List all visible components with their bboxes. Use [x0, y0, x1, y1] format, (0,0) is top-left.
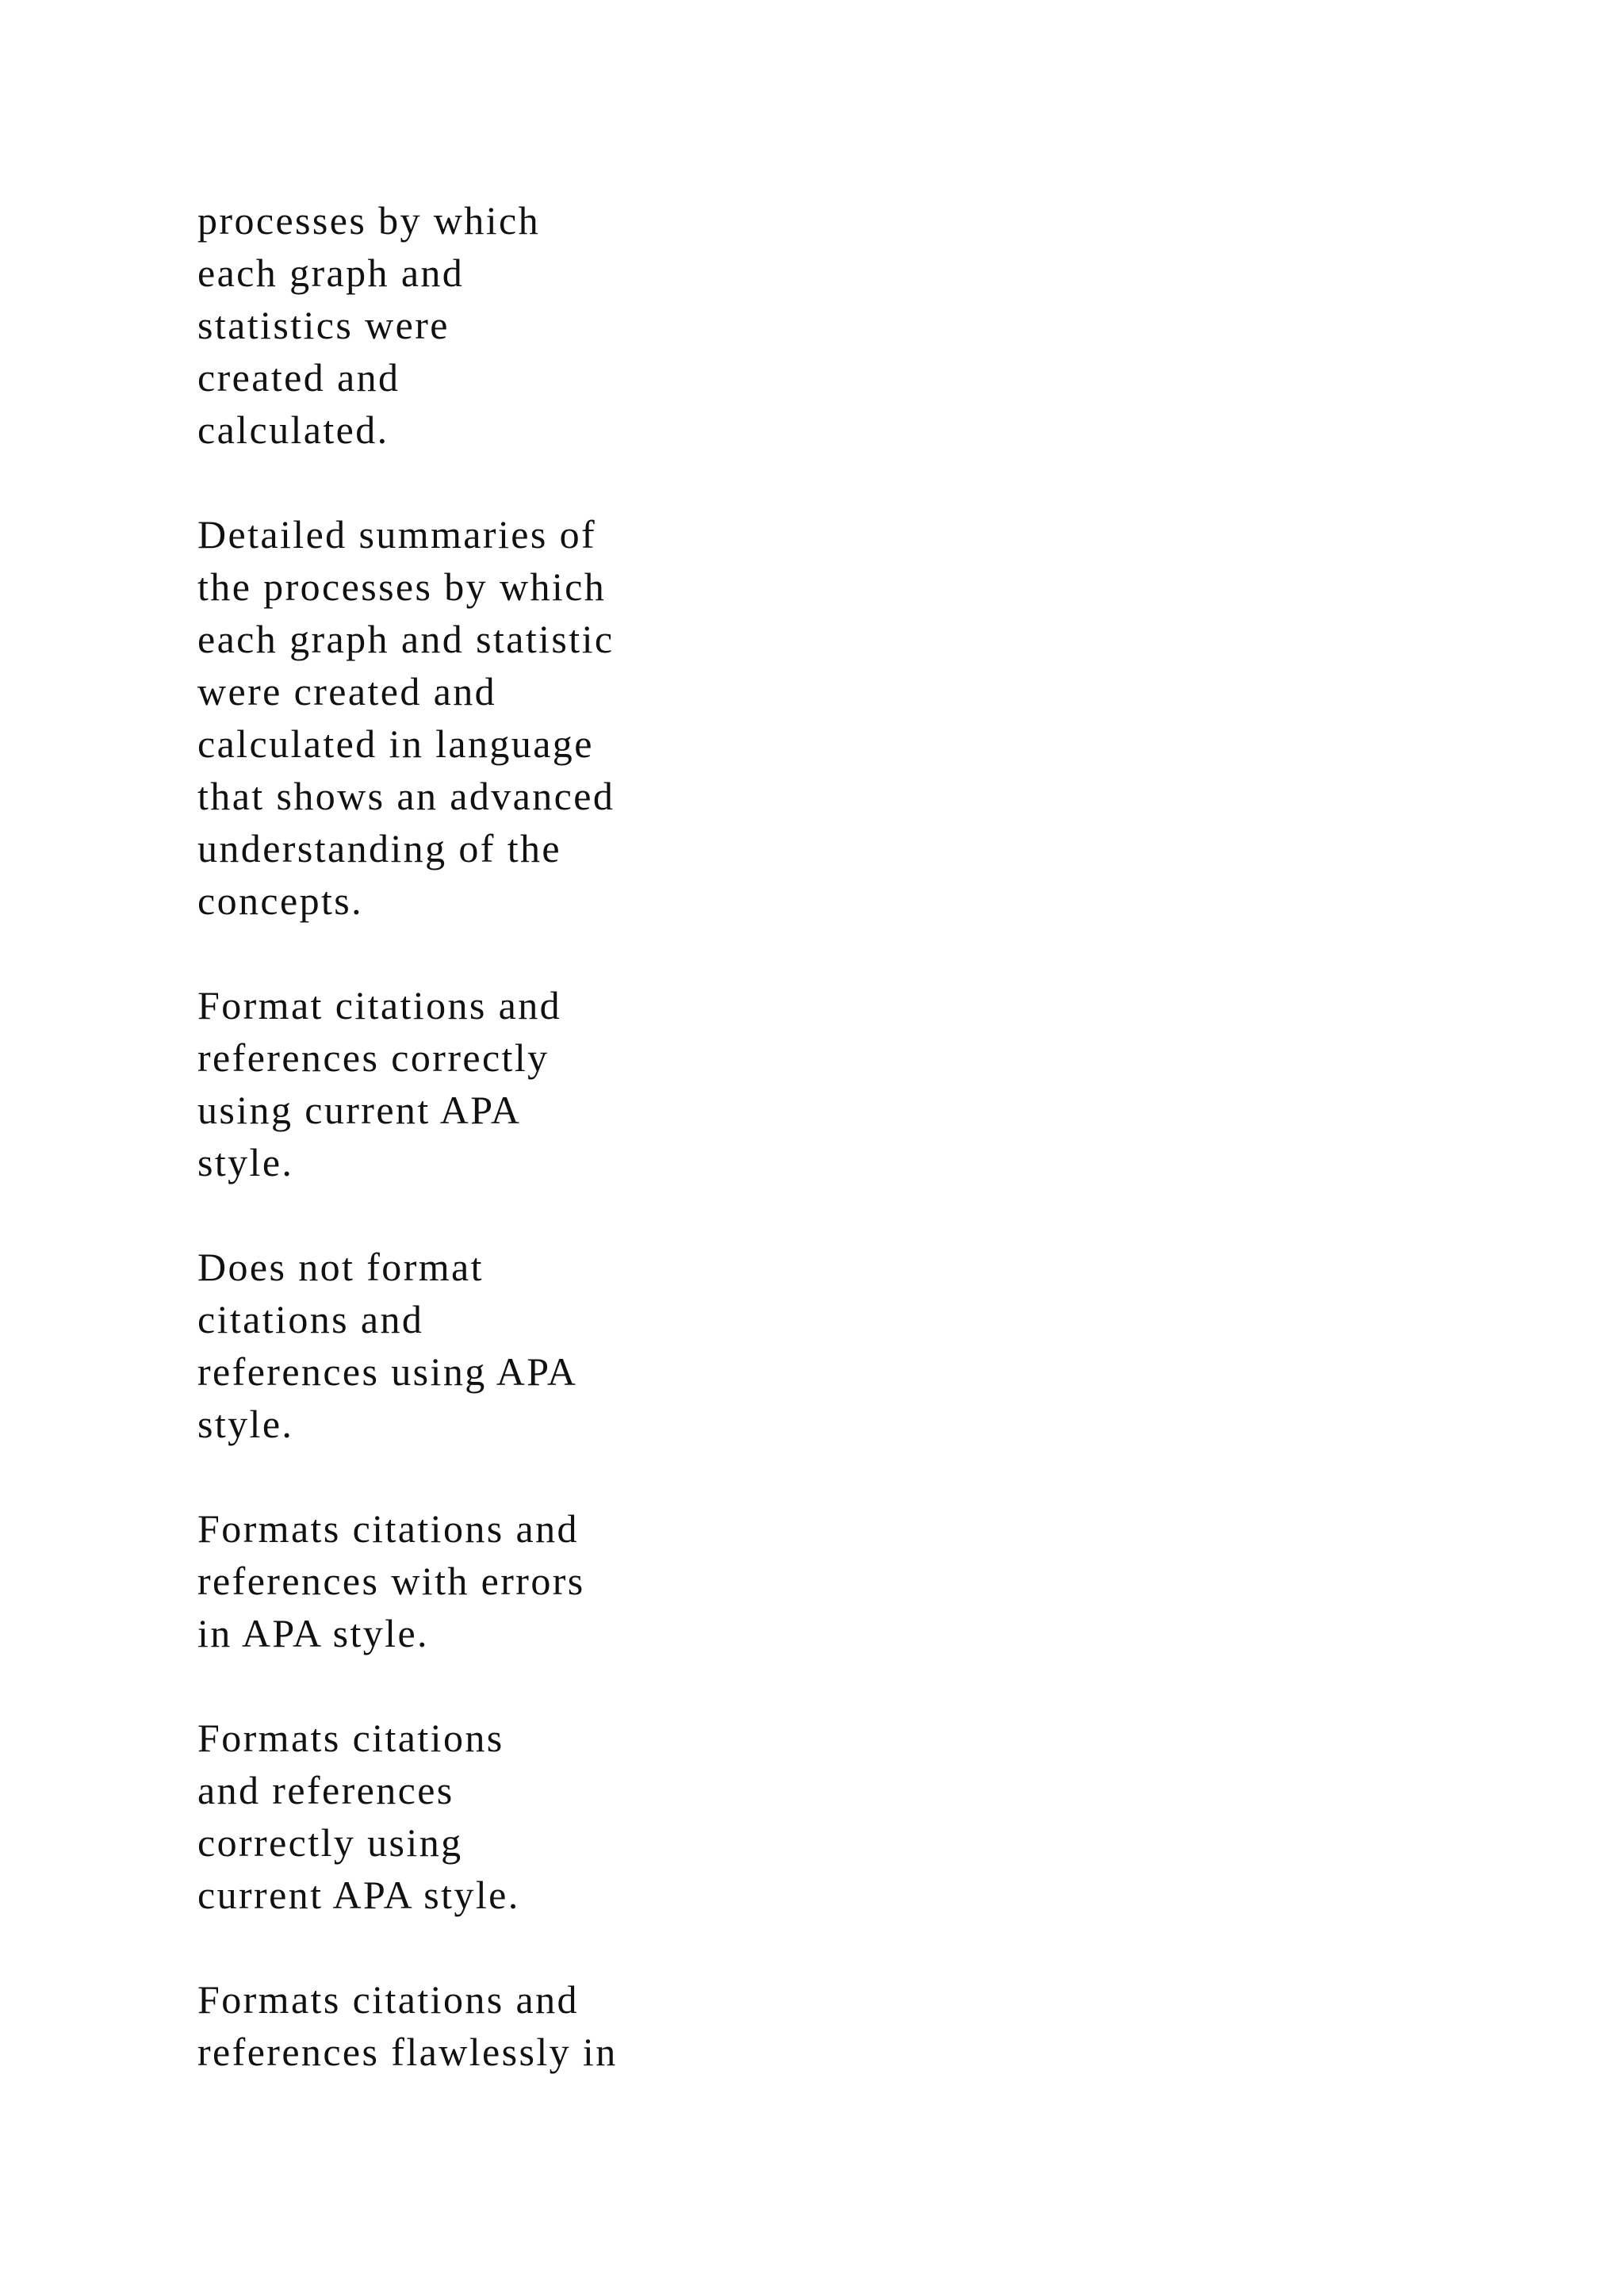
text-line: and references	[197, 1768, 454, 1812]
paragraph-formats-correctly	[197, 1712, 911, 1921]
text-line: Formats citations and	[197, 1506, 579, 1551]
paragraph-detailed-summaries	[197, 508, 911, 927]
text-line: style.	[197, 1140, 294, 1184]
text-line: references using APA	[197, 1349, 578, 1394]
paragraph-formats-with-errors	[197, 1502, 911, 1659]
text-line: Does not format	[197, 1245, 484, 1289]
text-line: Detailed summaries of	[197, 512, 597, 557]
document-body	[197, 194, 911, 2078]
text-line: created and	[197, 355, 400, 400]
text-line: citations and	[197, 1297, 424, 1341]
text-line: each graph and	[197, 251, 465, 295]
text-line: concepts.	[197, 878, 364, 923]
text-line: Format citations and	[197, 983, 562, 1027]
paragraph-process-summary-fragment	[197, 194, 911, 456]
text-line: Formats citations and	[197, 1977, 579, 2022]
text-line: references with errors	[197, 1559, 585, 1603]
text-line: correctly using	[197, 1820, 463, 1865]
paragraph-format-citations-criterion	[197, 979, 911, 1188]
text-line: in APA style.	[197, 1611, 429, 1655]
text-line: the processes by which	[197, 564, 607, 609]
text-line: Formats citations	[197, 1716, 504, 1760]
text-line: were created and	[197, 669, 497, 714]
paragraph-does-not-format	[197, 1241, 911, 1450]
text-line: references correctly	[197, 1035, 550, 1080]
text-line: that shows an advanced	[197, 774, 615, 818]
text-line: style.	[197, 1402, 294, 1446]
text-line: each graph and statistic	[197, 617, 615, 661]
text-line: using current APA	[197, 1088, 522, 1132]
paragraph-formats-flawlessly	[197, 1973, 911, 2078]
text-line: references flawlessly in	[197, 2030, 618, 2074]
text-line: statistics were	[197, 303, 450, 347]
text-line: current APA style.	[197, 1873, 520, 1917]
text-line: processes by which	[197, 198, 540, 243]
text-line: calculated in language	[197, 721, 594, 766]
text-line: understanding of the	[197, 826, 562, 871]
text-line: calculated.	[197, 408, 389, 452]
